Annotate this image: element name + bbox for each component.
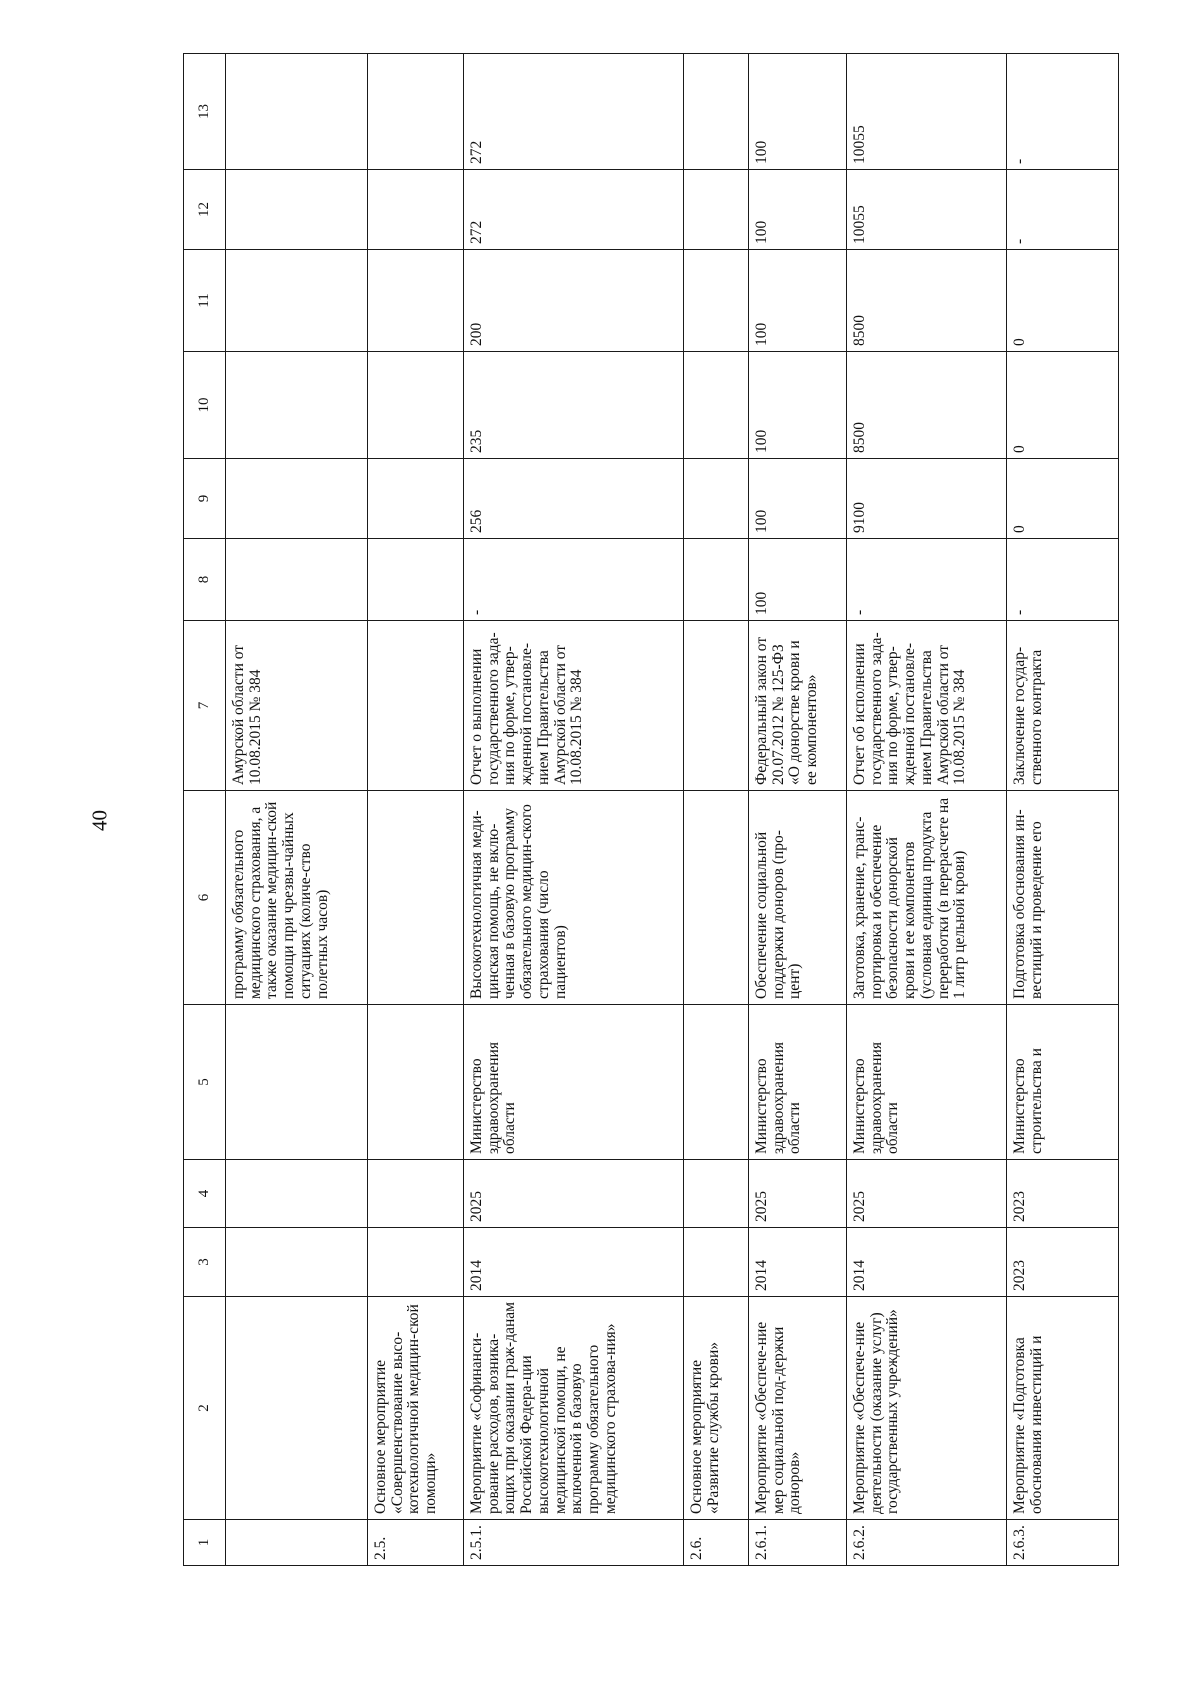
col-header: 11 xyxy=(184,250,226,352)
source-document: Заключение государ-ственного контракта xyxy=(1007,621,1119,791)
indicator: Высокотехнологичная меди-цинская помощь, не вклю-ченная в базовую программу обязательного медицин-ского страхования (число пациентов) xyxy=(464,791,684,1005)
value-col-11: 0 xyxy=(1007,250,1119,352)
value-col-8 xyxy=(226,539,368,621)
rotated-page-content xyxy=(183,54,1118,1566)
value-col-11 xyxy=(368,250,464,352)
end-year xyxy=(684,1160,749,1228)
value-col-10 xyxy=(684,352,749,459)
measure-name: Мероприятие «Софинанси-рование расходов, возника-ющих при оказании граж-данам Российской Федера-ции высокотехнологичной медицинской помощи, не включенной в базовую программу обязательного медицинского страхова-ния» xyxy=(464,1297,684,1520)
start-year xyxy=(684,1228,749,1297)
value-col-9 xyxy=(684,459,749,539)
col-header: 9 xyxy=(184,459,226,539)
value-col-12 xyxy=(226,170,368,250)
row-number: 2.6.3. xyxy=(1007,1520,1119,1566)
value-col-9: 256 xyxy=(464,459,684,539)
indicator: Обеспечение социальной поддержки доноров (про-цент) xyxy=(749,791,847,1005)
program-measures-table xyxy=(183,53,1119,1566)
measure-name: Мероприятие «Подготовка обоснования инвестиций и xyxy=(1007,1297,1119,1520)
value-col-10 xyxy=(368,352,464,459)
value-col-8: 100 xyxy=(749,539,847,621)
end-year xyxy=(368,1160,464,1228)
indicator xyxy=(368,791,464,1005)
start-year: 2014 xyxy=(464,1228,684,1297)
value-col-12: 100 xyxy=(749,170,847,250)
value-col-8: - xyxy=(464,539,684,621)
row-number: 2.5.1. xyxy=(464,1520,684,1566)
table-row xyxy=(847,54,1007,1566)
value-col-11: 200 xyxy=(464,250,684,352)
value-col-13: 100 xyxy=(749,54,847,170)
value-col-10: 0 xyxy=(1007,352,1119,459)
start-year: 2014 xyxy=(847,1228,1007,1297)
executor: Министерство строительства и xyxy=(1007,1005,1119,1160)
measure-name: Основное мероприятие «Совершенствование высо-котехнологичной медицин-ской помощи» xyxy=(368,1297,464,1520)
col-header: 3 xyxy=(184,1228,226,1297)
col-header: 8 xyxy=(184,539,226,621)
indicator: Заготовка, хранение, транс-портировка и обеспечение безопасности донорской крови и ее компонентов (условная единица продукта переработки (в перерасчете на 1 литр цельной крови) xyxy=(847,791,1007,1005)
value-col-9: 100 xyxy=(749,459,847,539)
value-col-10: 235 xyxy=(464,352,684,459)
col-header: 1 xyxy=(184,1520,226,1566)
value-col-11: 8500 xyxy=(847,250,1007,352)
value-col-9: 0 xyxy=(1007,459,1119,539)
table-row xyxy=(749,54,847,1566)
value-col-9 xyxy=(368,459,464,539)
col-header: 7 xyxy=(184,621,226,791)
measure-name: Мероприятие «Обеспече-ние мер социальной под-держки доноров» xyxy=(749,1297,847,1520)
value-col-13 xyxy=(368,54,464,170)
source-document: Федеральный закон от 20.07.2012 № 125-ФЗ «О донорстве крови и ее компонентов» xyxy=(749,621,847,791)
source-document: Отчет о выполнении государственного зада-ния по форме, утвер-жденной постановле-нием Правительства Амурской области от 10.08.2015 № 384 xyxy=(464,621,684,791)
end-year: 2025 xyxy=(847,1160,1007,1228)
value-col-10: 100 xyxy=(749,352,847,459)
table-row xyxy=(684,54,749,1566)
executor xyxy=(684,1005,749,1160)
indicator: Подготовка обоснования ин-вестиций и проведение его xyxy=(1007,791,1119,1005)
row-number: 2.6. xyxy=(684,1520,749,1566)
source-document: Отчет об исполнении государственного зада-ния по форме, утвер-жденной постановле-нием Правительства Амурской области от 10.08.2015 № 384 xyxy=(847,621,1007,791)
start-year xyxy=(226,1228,368,1297)
executor: Министерство здравоохранения области xyxy=(464,1005,684,1160)
executor: Министерство здравоохранения области xyxy=(749,1005,847,1160)
executor xyxy=(368,1005,464,1160)
source-document xyxy=(368,621,464,791)
end-year: 2025 xyxy=(749,1160,847,1228)
table-row xyxy=(226,54,368,1566)
table-row xyxy=(464,54,684,1566)
value-col-12 xyxy=(368,170,464,250)
value-col-11 xyxy=(684,250,749,352)
table-row xyxy=(368,54,464,1566)
start-year xyxy=(368,1228,464,1297)
executor: Министерство здравоохранения области xyxy=(847,1005,1007,1160)
value-col-13: 10055 xyxy=(847,54,1007,170)
value-col-13: - xyxy=(1007,54,1119,170)
value-col-11 xyxy=(226,250,368,352)
end-year: 2023 xyxy=(1007,1160,1119,1228)
row-number: 2.5. xyxy=(368,1520,464,1566)
col-header: 6 xyxy=(184,791,226,1005)
value-col-12: - xyxy=(1007,170,1119,250)
start-year: 2014 xyxy=(749,1228,847,1297)
value-col-10: 8500 xyxy=(847,352,1007,459)
row-number xyxy=(226,1520,368,1566)
value-col-8 xyxy=(368,539,464,621)
col-header: 13 xyxy=(184,54,226,170)
measure-name: Основное мероприятие «Развитие службы крови» xyxy=(684,1297,749,1520)
value-col-12 xyxy=(684,170,749,250)
value-col-12: 272 xyxy=(464,170,684,250)
value-col-13 xyxy=(684,54,749,170)
source-document xyxy=(684,621,749,791)
value-col-13 xyxy=(226,54,368,170)
value-col-8 xyxy=(684,539,749,621)
value-col-9 xyxy=(226,459,368,539)
value-col-8: - xyxy=(1007,539,1119,621)
indicator: программу обязательного медицинского страхования, а также оказание медицин-ской помощи при чрезвы-чайных ситуациях (количе-ство полетных часов) xyxy=(226,791,368,1005)
end-year: 2025 xyxy=(464,1160,684,1228)
col-header: 4 xyxy=(184,1160,226,1228)
col-header: 5 xyxy=(184,1005,226,1160)
col-header: 12 xyxy=(184,170,226,250)
header-row xyxy=(184,54,226,1566)
measure-name: Мероприятие «Обеспече-ние деятельности (оказание услуг) государственных учреждений» xyxy=(847,1297,1007,1520)
col-header: 10 xyxy=(184,352,226,459)
start-year: 2023 xyxy=(1007,1228,1119,1297)
value-col-8: - xyxy=(847,539,1007,621)
row-number: 2.6.1. xyxy=(749,1520,847,1566)
value-col-9: 9100 xyxy=(847,459,1007,539)
row-number: 2.6.2. xyxy=(847,1520,1007,1566)
end-year xyxy=(226,1160,368,1228)
page-number: 40 xyxy=(87,810,112,831)
table-row xyxy=(1007,54,1119,1566)
source-document: Амурской области от 10.08.2015 № 384 xyxy=(226,621,368,791)
value-col-11: 100 xyxy=(749,250,847,352)
executor xyxy=(226,1005,368,1160)
measure-name xyxy=(226,1297,368,1520)
value-col-12: 10055 xyxy=(847,170,1007,250)
value-col-10 xyxy=(226,352,368,459)
col-header: 2 xyxy=(184,1297,226,1520)
indicator xyxy=(684,791,749,1005)
value-col-13: 272 xyxy=(464,54,684,170)
